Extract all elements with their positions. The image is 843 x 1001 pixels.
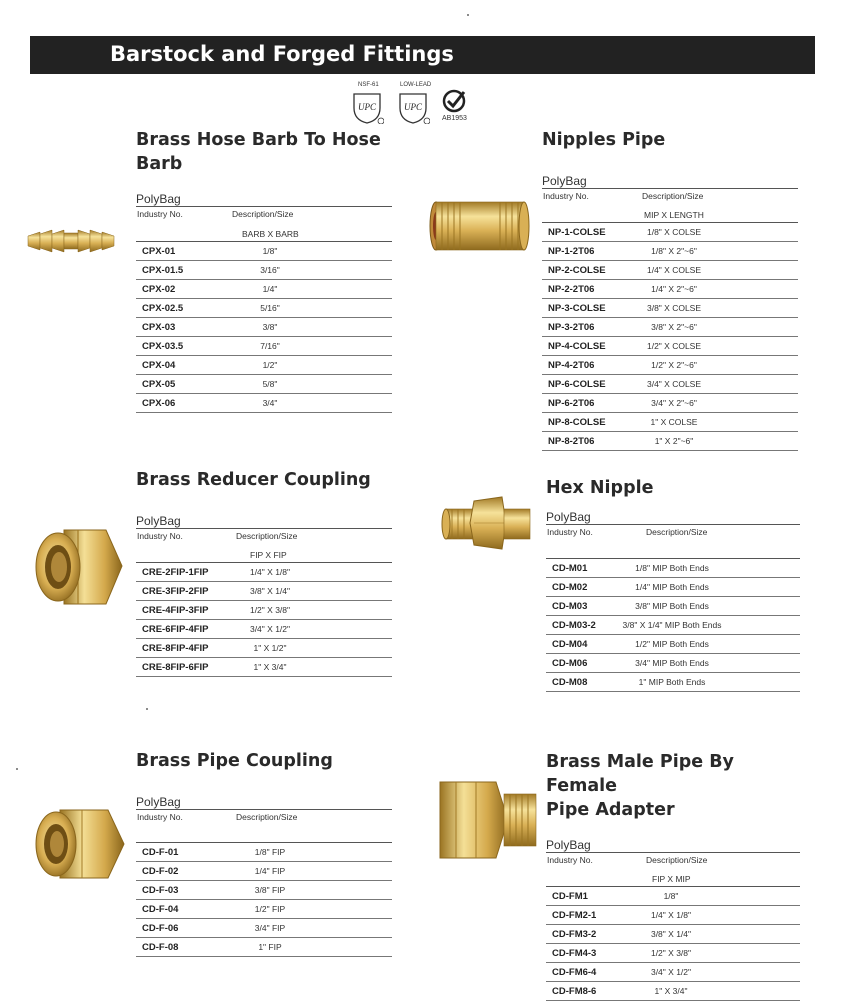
table-row xyxy=(136,299,392,318)
upc-text: UPC xyxy=(358,102,376,112)
size-description: 1/4" xyxy=(262,284,278,294)
polybag-label: PolyBag xyxy=(546,838,591,852)
section-hex-nipple xyxy=(546,476,800,692)
industry-header: Industry No. xyxy=(137,531,183,541)
size-description: 1/8" FIP xyxy=(254,847,286,857)
size-description: 1/4" X 2"~6" xyxy=(651,284,697,294)
table-header xyxy=(136,206,392,242)
nsf-label: NSF-61 xyxy=(358,82,379,88)
size-description: 1/2" FIP xyxy=(254,904,286,914)
section-title xyxy=(546,750,800,822)
polybag-label: PolyBag xyxy=(136,514,181,528)
table-row xyxy=(542,223,798,242)
size-description: 1" X 3/4" xyxy=(654,986,688,996)
description-header: Description/Size xyxy=(236,531,298,541)
title-line-1: Brass Hose Barb To Hose xyxy=(136,130,381,150)
industry-number: CD-M01 xyxy=(552,563,588,574)
table-row xyxy=(546,616,800,635)
size-description: 1" X COLSE xyxy=(650,417,698,427)
print-speck xyxy=(16,768,18,770)
size-description: 3/8" X 1/4" xyxy=(249,586,291,596)
table-row xyxy=(136,938,392,957)
size-description: 3/8" xyxy=(262,322,278,332)
size-description: 1" MIP Both Ends xyxy=(638,677,706,687)
industry-number: CPX-05 xyxy=(142,379,176,390)
size-description: 1" X 1/2" xyxy=(253,643,287,653)
male-female-adapter-image xyxy=(436,770,540,870)
industry-number: CRE-2FIP-1FIP xyxy=(142,567,209,578)
industry-number: NP-8-COLSE xyxy=(548,417,606,428)
table-row xyxy=(136,375,392,394)
industry-number: CD-M03 xyxy=(552,601,588,612)
industry-number: NP-1-COLSE xyxy=(548,227,606,238)
section-title: Hex Nipple xyxy=(546,478,654,498)
table-row xyxy=(136,881,392,900)
product-table xyxy=(542,223,798,451)
industry-number: CD-M03-2 xyxy=(552,620,596,631)
page-title: Barstock and Forged Fittings xyxy=(110,42,454,66)
industry-header: Industry No. xyxy=(137,209,183,219)
industry-number: CPX-06 xyxy=(142,398,176,409)
industry-number: CD-FM3-2 xyxy=(552,929,597,940)
table-header xyxy=(546,524,800,559)
industry-number: CD-F-08 xyxy=(142,942,179,953)
table-row xyxy=(546,559,800,578)
size-description: 3/4" X 1/2" xyxy=(650,967,692,977)
product-table xyxy=(136,242,392,413)
size-description: 1/2" X 3/8" xyxy=(650,948,692,958)
industry-header: Industry No. xyxy=(547,527,593,537)
industry-number: CD-F-01 xyxy=(142,847,179,858)
table-row xyxy=(136,843,392,862)
print-speck xyxy=(146,708,148,710)
table-row xyxy=(546,597,800,616)
title-line-1: Brass Male Pipe By Female xyxy=(546,752,734,796)
industry-number: CD-FM1 xyxy=(552,891,588,902)
table-row xyxy=(136,900,392,919)
size-description: 3/16" xyxy=(260,265,280,275)
table-row xyxy=(136,337,392,356)
industry-number: NP-8-2T06 xyxy=(548,436,595,447)
description-header: Description/Size xyxy=(646,527,708,537)
industry-number: CPX-03 xyxy=(142,322,176,333)
table-header xyxy=(136,528,392,563)
title-line-2: Barb xyxy=(136,154,183,174)
size-description: 3/8" FIP xyxy=(254,885,286,895)
size-description: 3/8" X 1/4" xyxy=(650,929,692,939)
industry-number: CD-M06 xyxy=(552,658,588,669)
table-row xyxy=(136,280,392,299)
table-row xyxy=(546,925,800,944)
table-row xyxy=(542,337,798,356)
size-description: 1/8" xyxy=(663,891,679,901)
industry-number: CRE-8FIP-6FIP xyxy=(142,662,209,673)
table-row xyxy=(546,635,800,654)
size-description: 1/8" X 2"~6" xyxy=(651,246,697,256)
upc-lowlead-logo-icon xyxy=(396,90,430,124)
table-row xyxy=(546,906,800,925)
pipe-nipple-image xyxy=(428,196,532,256)
industry-number: NP-6-2T06 xyxy=(548,398,595,409)
size-description: 3/4" MIP Both Ends xyxy=(635,658,709,668)
reducer-coupling-image xyxy=(34,526,124,608)
size-description: 1/8" MIP Both Ends xyxy=(635,563,709,573)
table-row xyxy=(542,261,798,280)
section-pipe-coupling xyxy=(136,749,392,957)
table-row xyxy=(546,963,800,982)
industry-number: CPX-03.5 xyxy=(142,341,184,352)
industry-header: Industry No. xyxy=(137,812,183,822)
industry-number: CD-FM4-3 xyxy=(552,948,597,959)
industry-number: CD-F-03 xyxy=(142,885,179,896)
size-description: 3/4" FIP xyxy=(254,923,286,933)
size-description: 1/2" X COLSE xyxy=(646,341,702,351)
table-row xyxy=(136,582,392,601)
description-header: Description/Size xyxy=(642,191,704,201)
size-description: 1/2" MIP Both Ends xyxy=(635,639,709,649)
industry-number: CPX-02.5 xyxy=(142,303,184,314)
checkmark-logo-icon xyxy=(442,88,468,114)
table-row xyxy=(546,654,800,673)
table-row xyxy=(136,356,392,375)
certification-logos xyxy=(344,82,484,128)
description-header: Description/Size xyxy=(232,209,294,219)
description-subheader: FIP X FIP xyxy=(250,550,287,560)
table-row xyxy=(136,394,392,413)
industry-number: CD-M02 xyxy=(552,582,588,593)
industry-number: CD-F-04 xyxy=(142,904,179,915)
industry-number: CRE-3FIP-2FIP xyxy=(142,586,209,597)
size-description: 3/4" X 2"~6" xyxy=(651,398,697,408)
table-row xyxy=(136,620,392,639)
size-description: 1/8" xyxy=(262,246,278,256)
table-row xyxy=(136,639,392,658)
size-description: 5/16" xyxy=(260,303,280,313)
table-header xyxy=(546,852,800,887)
table-row xyxy=(136,318,392,337)
description-subheader: FIP X MIP xyxy=(652,874,691,884)
size-description: 3/8" X 1/4" MIP Both Ends xyxy=(622,620,722,630)
size-description: 1" X 2"~6" xyxy=(654,436,694,446)
industry-number: NP-6-COLSE xyxy=(548,379,606,390)
industry-number: CD-F-02 xyxy=(142,866,179,877)
table-row xyxy=(542,280,798,299)
size-description: 1/4" MIP Both Ends xyxy=(635,582,709,592)
industry-number: CRE-4FIP-3FIP xyxy=(142,605,209,616)
upc-nsf-logo-icon xyxy=(350,90,384,124)
industry-number: NP-2-COLSE xyxy=(548,265,606,276)
description-subheader: MIP X LENGTH xyxy=(644,210,704,220)
section-reducer-coupling xyxy=(136,468,392,677)
polybag-label: PolyBag xyxy=(542,174,587,188)
industry-number: CPX-02 xyxy=(142,284,176,295)
table-row xyxy=(546,887,800,906)
ab1953-label: AB1953 xyxy=(442,115,467,122)
table-row xyxy=(136,563,392,582)
industry-number: NP-4-COLSE xyxy=(548,341,606,352)
product-table xyxy=(136,843,392,957)
section-title: Brass Pipe Coupling xyxy=(136,751,333,771)
industry-number: NP-2-2T06 xyxy=(548,284,595,295)
product-table xyxy=(546,887,800,1001)
industry-number: CRE-8FIP-4FIP xyxy=(142,643,209,654)
table-row xyxy=(546,944,800,963)
industry-number: NP-3-COLSE xyxy=(548,303,606,314)
table-row xyxy=(542,242,798,261)
print-speck xyxy=(467,14,469,16)
industry-number: CD-FM6-4 xyxy=(552,967,597,978)
polybag-label: PolyBag xyxy=(136,192,181,206)
size-description: 1/4" FIP xyxy=(254,866,286,876)
table-row xyxy=(542,394,798,413)
size-description: 3/8" X COLSE xyxy=(646,303,702,313)
size-description: 7/16" xyxy=(260,341,280,351)
industry-number: CPX-01 xyxy=(142,246,176,257)
size-description: 3/4" X COLSE xyxy=(646,379,702,389)
table-row xyxy=(542,318,798,337)
industry-number: CPX-04 xyxy=(142,360,176,371)
table-row xyxy=(136,919,392,938)
size-description: 3/8" MIP Both Ends xyxy=(635,601,709,611)
table-row xyxy=(542,432,798,451)
product-table xyxy=(546,559,800,692)
table-row xyxy=(542,413,798,432)
table-row xyxy=(136,242,392,261)
pipe-coupling-image xyxy=(32,806,126,882)
section-nipples-pipe xyxy=(542,128,798,451)
size-description: 1" FIP xyxy=(258,942,282,952)
table-row xyxy=(546,673,800,692)
description-subheader: BARB X BARB xyxy=(242,229,299,239)
size-description: 5/8" xyxy=(262,379,278,389)
table-row xyxy=(136,261,392,280)
hex-nipple-image xyxy=(440,495,536,551)
size-description: 3/4" xyxy=(262,398,278,408)
table-row xyxy=(542,299,798,318)
section-title: Brass Reducer Coupling xyxy=(136,470,371,490)
size-description: 1/8" X COLSE xyxy=(646,227,702,237)
description-header: Description/Size xyxy=(646,855,708,865)
industry-number: CRE-6FIP-4FIP xyxy=(142,624,209,635)
hose-barb-fitting-image xyxy=(26,224,118,258)
industry-header: Industry No. xyxy=(547,855,593,865)
size-description: 1/4" X 1/8" xyxy=(650,910,692,920)
size-description: 1/2" xyxy=(262,360,278,370)
industry-number: NP-4-2T06 xyxy=(548,360,595,371)
polybag-label: PolyBag xyxy=(136,795,181,809)
size-description: 1" X 3/4" xyxy=(253,662,287,672)
industry-number: CD-FM2-1 xyxy=(552,910,597,921)
product-table xyxy=(136,563,392,677)
section-title xyxy=(136,128,392,176)
table-row xyxy=(546,982,800,1001)
industry-number: CPX-01.5 xyxy=(142,265,184,276)
lowlead-label: LOW-LEAD xyxy=(400,82,432,88)
industry-number: NP-1-2T06 xyxy=(548,246,595,257)
size-description: 1/4" X 1/8" xyxy=(249,567,291,577)
size-description: 1/4" X COLSE xyxy=(646,265,702,275)
industry-number: CD-M04 xyxy=(552,639,588,650)
size-description: 3/8" X 2"~6" xyxy=(651,322,697,332)
industry-header: Industry No. xyxy=(543,191,589,201)
table-row xyxy=(542,356,798,375)
table-row xyxy=(542,375,798,394)
table-row xyxy=(136,862,392,881)
industry-number: CD-M08 xyxy=(552,677,588,688)
industry-number: CD-FM8-6 xyxy=(552,986,597,997)
page-banner xyxy=(30,36,815,74)
table-row xyxy=(136,601,392,620)
upc-text-2: UPC xyxy=(404,102,422,112)
table-header xyxy=(542,188,798,223)
section-title: Nipples Pipe xyxy=(542,130,666,150)
table-row xyxy=(546,578,800,597)
size-description: 1/2" X 3/8" xyxy=(249,605,291,615)
section-male-female-adapter xyxy=(546,750,800,1001)
section-hose-barb xyxy=(136,128,392,413)
title-line-2: Pipe Adapter xyxy=(546,800,675,820)
industry-number: NP-3-2T06 xyxy=(548,322,595,333)
table-header xyxy=(136,809,392,843)
size-description: 3/4" X 1/2" xyxy=(249,624,291,634)
size-description: 1/2" X 2"~6" xyxy=(651,360,697,370)
industry-number: CD-F-06 xyxy=(142,923,179,934)
polybag-label: PolyBag xyxy=(546,510,591,524)
table-row xyxy=(136,658,392,677)
description-header: Description/Size xyxy=(236,812,298,822)
